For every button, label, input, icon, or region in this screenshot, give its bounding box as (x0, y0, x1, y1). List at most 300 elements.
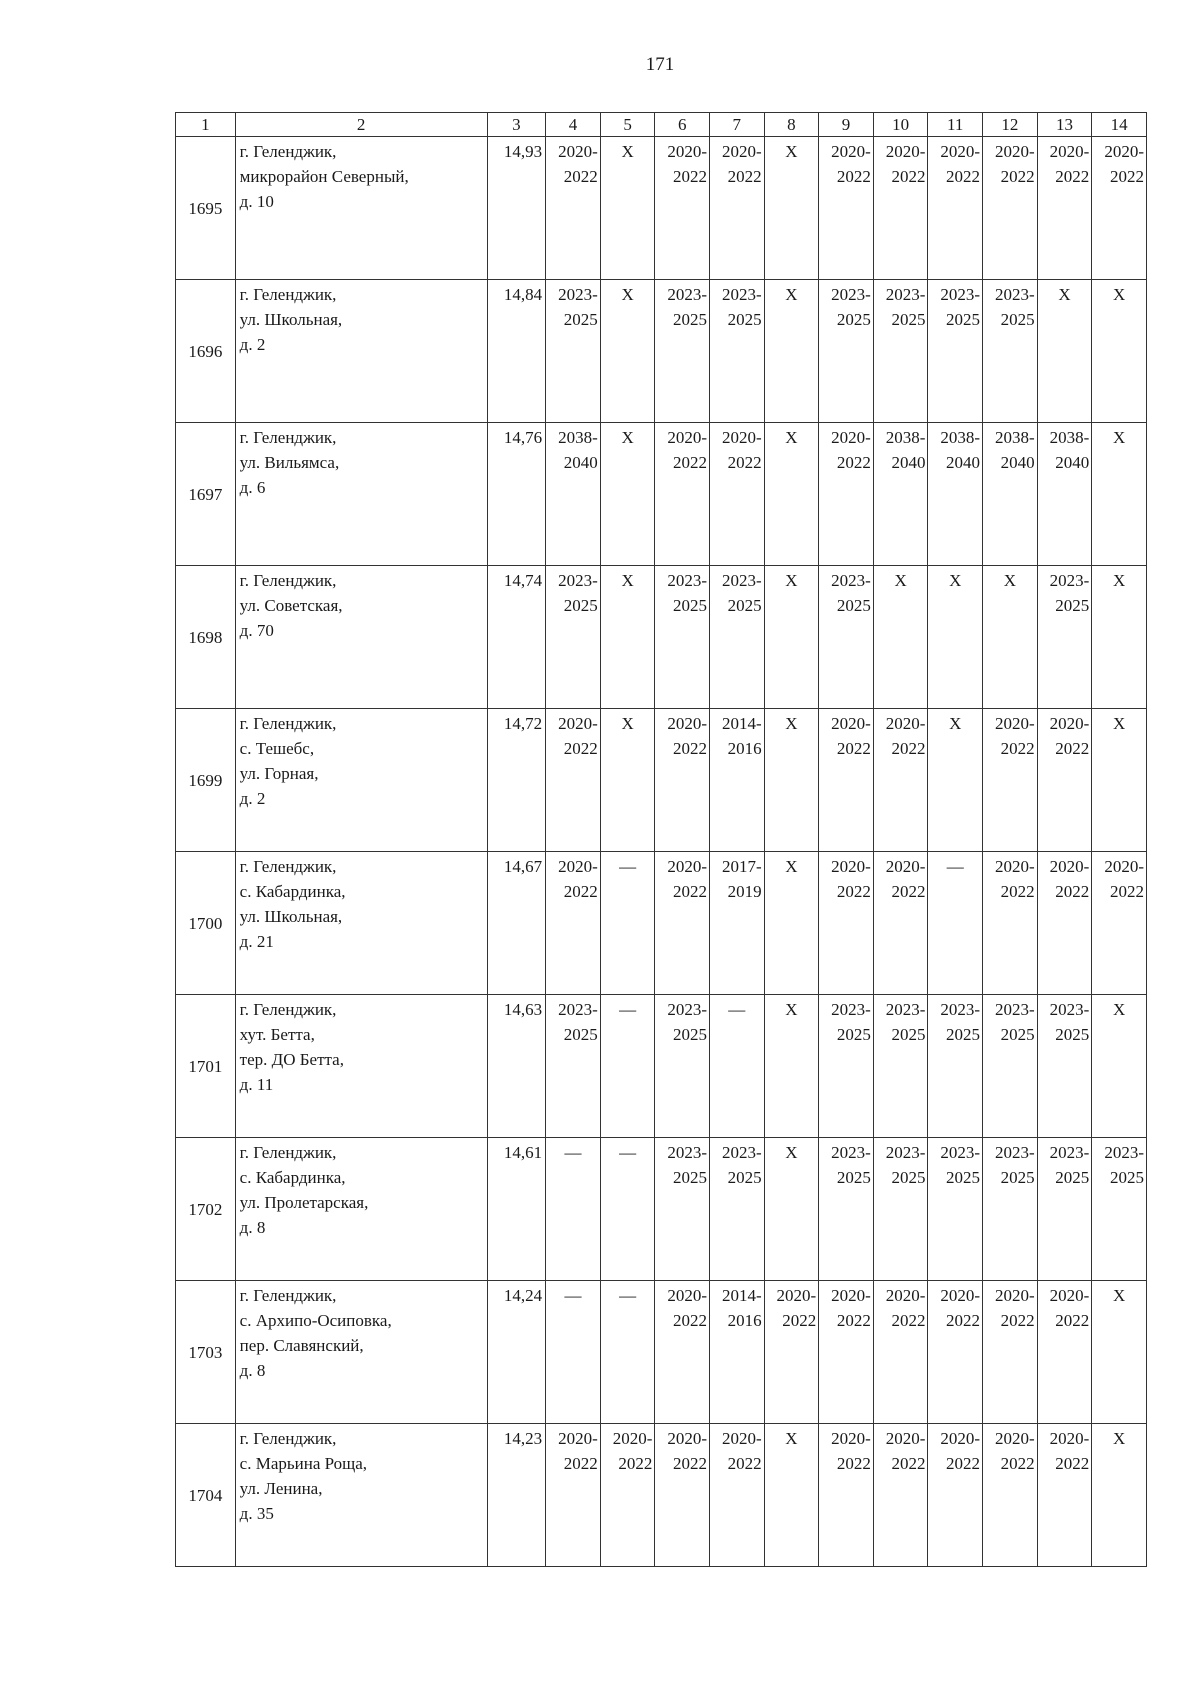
period-text: 2022 (673, 739, 707, 758)
period-cell (983, 280, 1038, 423)
address-cell (235, 995, 487, 1138)
address-line: с. Кабардинка, (239, 882, 346, 901)
cell-mark: X (1112, 285, 1126, 304)
area-value: 14,93 (487, 137, 546, 280)
period-text: 2022 (891, 167, 926, 186)
address-line: д. 8 (239, 1361, 266, 1380)
row-number: 1702 (176, 1138, 236, 1281)
period-text: 2022 (673, 1454, 707, 1473)
period-cell (546, 1138, 601, 1281)
period-text: 2020- (1104, 142, 1144, 161)
column-header: 14 (1092, 113, 1147, 137)
period-cell (600, 852, 655, 995)
row-number: 1700 (176, 852, 236, 995)
period-text: 2022 (1110, 167, 1144, 186)
address-line: ул. Школьная, (239, 907, 343, 926)
table-row (176, 566, 1147, 709)
address-cell (235, 280, 487, 423)
area-value: 14,67 (487, 852, 546, 995)
cell-mark: X (785, 142, 798, 161)
period-text: 2025 (1055, 596, 1090, 615)
period-cell (655, 852, 710, 995)
period-cell (546, 1281, 601, 1424)
period-text: 2020- (667, 857, 707, 876)
address-line: хут. Бетта, (239, 1025, 315, 1044)
period-cell (983, 137, 1038, 280)
period-cell (546, 566, 601, 709)
period-cell (819, 852, 874, 995)
period-text: 2040 (946, 453, 981, 472)
column-header: 9 (819, 113, 874, 137)
period-text: 2022 (1055, 739, 1090, 758)
period-text: 2025 (727, 1168, 762, 1187)
address-cell (235, 1424, 487, 1567)
period-cell (928, 1281, 983, 1424)
period-text: 2025 (563, 1025, 598, 1044)
column-header: 1 (176, 113, 236, 137)
period-text: 2025 (673, 596, 707, 615)
period-text: 2038- (994, 428, 1035, 447)
column-header: 5 (600, 113, 655, 137)
cell-mark: X (785, 714, 798, 733)
period-cell (710, 1138, 765, 1281)
address-line: тер. ДО Бетта, (239, 1050, 344, 1069)
table-row (176, 137, 1147, 280)
address-line: ул. Ленина, (239, 1479, 323, 1498)
period-cell (1092, 709, 1147, 852)
table-row (176, 852, 1147, 995)
period-text: 2023- (831, 285, 871, 304)
address-line: д. 21 (239, 932, 274, 951)
period-text: 2023- (994, 285, 1035, 304)
period-text: 2022 (727, 453, 762, 472)
period-cell (928, 423, 983, 566)
period-text: 2023- (940, 1000, 981, 1019)
cell-mark: X (621, 571, 634, 590)
period-cell (983, 1138, 1038, 1281)
period-text: 2023- (831, 1000, 871, 1019)
period-text: 2023- (558, 1000, 598, 1019)
cell-mark: X (621, 714, 634, 733)
period-cell (983, 709, 1038, 852)
period-cell (600, 1138, 655, 1281)
period-text: 2023- (831, 1143, 871, 1162)
period-text: 2025 (836, 596, 871, 615)
table-header (176, 113, 1147, 137)
repair-schedule-table (175, 112, 1147, 1567)
period-text: 2022 (563, 882, 598, 901)
period-text: 2020- (558, 1429, 598, 1448)
period-text: 2025 (1000, 310, 1035, 329)
cell-mark: — (619, 1143, 637, 1162)
address-line: д. 6 (239, 478, 266, 497)
period-cell (873, 137, 928, 280)
period-text: 2038- (885, 428, 926, 447)
cell-mark: X (785, 571, 798, 590)
period-cell (655, 1281, 710, 1424)
cell-mark: X (949, 571, 962, 590)
period-text: 2022 (563, 167, 598, 186)
period-cell (983, 566, 1038, 709)
period-cell (819, 1281, 874, 1424)
period-text: 2025 (727, 310, 762, 329)
period-cell (764, 1138, 819, 1281)
period-cell (710, 137, 765, 280)
table-row (176, 995, 1147, 1138)
address-line: микрорайон Северный, (239, 167, 409, 186)
period-text: 2022 (1000, 882, 1035, 901)
period-text: 2023- (1049, 1000, 1090, 1019)
period-text: 2025 (727, 596, 762, 615)
period-text: 2023- (940, 285, 981, 304)
period-cell (819, 137, 874, 280)
period-text: 2040 (563, 453, 598, 472)
period-cell (600, 566, 655, 709)
period-cell (928, 566, 983, 709)
address-cell (235, 566, 487, 709)
period-text: 2022 (836, 882, 871, 901)
period-text: 2020- (885, 1429, 926, 1448)
period-cell (600, 423, 655, 566)
address-line: г. Геленджик, (239, 428, 337, 447)
table-row (176, 1281, 1147, 1424)
period-text: 2022 (1000, 739, 1035, 758)
period-cell (546, 280, 601, 423)
area-value: 14,23 (487, 1424, 546, 1567)
row-number: 1697 (176, 423, 236, 566)
period-text: 2020- (558, 142, 598, 161)
period-text: 2023- (558, 285, 598, 304)
column-header: 3 (487, 113, 546, 137)
period-cell (983, 423, 1038, 566)
cell-mark: — (728, 1000, 746, 1019)
period-text: 2022 (673, 1311, 707, 1330)
period-text: 2020- (1049, 714, 1090, 733)
row-number: 1699 (176, 709, 236, 852)
period-cell (1092, 1281, 1147, 1424)
period-text: 2025 (891, 1168, 926, 1187)
period-cell (1037, 995, 1092, 1138)
period-cell (873, 1424, 928, 1567)
period-cell (1092, 995, 1147, 1138)
address-line: д. 8 (239, 1218, 266, 1237)
period-text: 2020- (940, 142, 981, 161)
period-text: 2023- (994, 1143, 1035, 1162)
address-cell (235, 852, 487, 995)
period-text: 2020- (831, 1286, 871, 1305)
period-cell (710, 995, 765, 1138)
period-cell (928, 709, 983, 852)
row-number: 1696 (176, 280, 236, 423)
period-cell (546, 1424, 601, 1567)
period-cell (600, 280, 655, 423)
period-cell (1092, 566, 1147, 709)
period-cell (600, 709, 655, 852)
period-cell (819, 1424, 874, 1567)
cell-mark: X (785, 857, 798, 876)
cell-mark: X (1058, 285, 1071, 304)
period-cell (819, 1138, 874, 1281)
period-cell (546, 995, 601, 1138)
period-text: 2022 (836, 739, 871, 758)
period-text: 2025 (836, 1168, 871, 1187)
area-value: 14,63 (487, 995, 546, 1138)
table-row (176, 1138, 1147, 1281)
area-value: 14,72 (487, 709, 546, 852)
period-text: 2020- (667, 714, 707, 733)
period-cell (1037, 137, 1092, 280)
period-cell (600, 995, 655, 1138)
period-text: 2020- (558, 857, 598, 876)
period-cell (819, 423, 874, 566)
cell-mark: X (1112, 571, 1126, 590)
column-header: 11 (928, 113, 983, 137)
period-text: 2022 (673, 167, 707, 186)
period-cell (764, 280, 819, 423)
period-cell (1092, 423, 1147, 566)
column-header: 12 (983, 113, 1038, 137)
address-line: г. Геленджик, (239, 1286, 337, 1305)
period-cell (764, 995, 819, 1138)
address-line: д. 2 (239, 335, 266, 354)
address-line: пер. Славянский, (239, 1336, 364, 1355)
period-cell (546, 709, 601, 852)
address-line: д. 11 (239, 1075, 274, 1094)
period-text: 2020- (1049, 1429, 1090, 1448)
period-text: 2020- (667, 1429, 707, 1448)
cell-mark: X (785, 428, 798, 447)
period-text: 2023- (667, 1000, 707, 1019)
period-cell (983, 995, 1038, 1138)
column-header: 13 (1037, 113, 1092, 137)
period-text: 2022 (1000, 1454, 1035, 1473)
cell-mark: X (1112, 1000, 1126, 1019)
period-cell (928, 137, 983, 280)
row-number: 1695 (176, 137, 236, 280)
area-value: 14,24 (487, 1281, 546, 1424)
period-text: 2020- (994, 142, 1035, 161)
period-cell (655, 566, 710, 709)
address-line: г. Геленджик, (239, 714, 337, 733)
address-line: ул. Вильямса, (239, 453, 340, 472)
period-text: 2016 (727, 739, 762, 758)
table-body (176, 137, 1147, 1567)
period-cell (546, 423, 601, 566)
period-text: 2019 (727, 882, 762, 901)
area-value: 14,61 (487, 1138, 546, 1281)
address-line: д. 70 (239, 621, 274, 640)
address-line: с. Марьина Роща, (239, 1454, 368, 1473)
cell-mark: — (564, 1143, 582, 1162)
period-text: 2020- (885, 142, 926, 161)
column-header: 2 (235, 113, 487, 137)
header-row (176, 113, 1147, 137)
period-cell (1092, 1138, 1147, 1281)
period-cell (600, 137, 655, 280)
period-text: 2025 (673, 1025, 707, 1044)
address-line: г. Геленджик, (239, 1143, 337, 1162)
address-line: г. Геленджик, (239, 142, 337, 161)
period-cell (873, 566, 928, 709)
row-number: 1703 (176, 1281, 236, 1424)
period-cell (764, 137, 819, 280)
period-cell (1037, 280, 1092, 423)
period-text: 2038- (558, 428, 598, 447)
period-cell (1037, 852, 1092, 995)
period-text: 2022 (618, 1454, 653, 1473)
period-text: 2023- (885, 1000, 926, 1019)
address-line: д. 2 (239, 789, 266, 808)
period-text: 2025 (1055, 1025, 1090, 1044)
period-text: 2022 (727, 1454, 762, 1473)
period-text: 2040 (1000, 453, 1035, 472)
period-text: 2022 (836, 1311, 871, 1330)
period-cell (764, 423, 819, 566)
cell-mark: X (621, 285, 634, 304)
period-cell (1037, 1424, 1092, 1567)
period-text: 2020- (831, 714, 871, 733)
period-text: 2022 (891, 882, 926, 901)
period-text: 2023- (1049, 1143, 1090, 1162)
period-cell (873, 280, 928, 423)
period-cell (873, 423, 928, 566)
cell-mark: X (785, 285, 798, 304)
period-text: 2020- (994, 1429, 1035, 1448)
row-number: 1698 (176, 566, 236, 709)
period-text: 2022 (1000, 1311, 1035, 1330)
period-text: 2022 (673, 882, 707, 901)
column-header: 7 (710, 113, 765, 137)
cell-mark: X (1112, 1429, 1126, 1448)
period-text: 2020- (994, 1286, 1035, 1305)
period-text: 2020- (721, 142, 762, 161)
period-cell (655, 995, 710, 1138)
period-text: 2022 (836, 453, 871, 472)
period-cell (710, 852, 765, 995)
address-line: ул. Горная, (239, 764, 319, 783)
address-line: с. Кабардинка, (239, 1168, 346, 1187)
cell-mark: — (619, 1286, 637, 1305)
period-cell (1092, 280, 1147, 423)
period-text: 2040 (891, 453, 926, 472)
period-text: 2023- (831, 571, 871, 590)
period-text: 2038- (1049, 428, 1090, 447)
period-text: 2022 (1000, 167, 1035, 186)
column-header: 8 (764, 113, 819, 137)
period-text: 2023- (721, 285, 762, 304)
column-header: 10 (873, 113, 928, 137)
address-line: г. Геленджик, (239, 1000, 337, 1019)
cell-mark: X (1003, 571, 1016, 590)
period-text: 2020- (1049, 142, 1090, 161)
period-cell (819, 709, 874, 852)
period-text: 2023- (885, 1143, 926, 1162)
period-text: 2020- (1104, 857, 1144, 876)
period-text: 2025 (836, 310, 871, 329)
period-text: 2020- (667, 428, 707, 447)
address-line: г. Геленджик, (239, 571, 337, 590)
period-text: 2020- (885, 1286, 926, 1305)
period-cell (928, 1424, 983, 1567)
period-text: 2022 (891, 1311, 926, 1330)
period-cell (710, 566, 765, 709)
period-cell (873, 852, 928, 995)
period-text: 2020- (1049, 857, 1090, 876)
period-cell (764, 1281, 819, 1424)
period-text: 2020- (994, 857, 1035, 876)
period-cell (655, 423, 710, 566)
row-number: 1704 (176, 1424, 236, 1567)
period-text: 2020- (831, 857, 871, 876)
period-cell (600, 1281, 655, 1424)
period-cell (764, 566, 819, 709)
period-cell (710, 1281, 765, 1424)
period-text: 2022 (563, 1454, 598, 1473)
period-text: 2023- (667, 285, 707, 304)
period-cell (1092, 137, 1147, 280)
period-cell (819, 566, 874, 709)
period-text: 2025 (946, 310, 981, 329)
period-cell (1037, 1281, 1092, 1424)
address-cell (235, 1138, 487, 1281)
period-text: 2014- (721, 1286, 762, 1305)
period-cell (764, 709, 819, 852)
period-cell (710, 423, 765, 566)
period-text: 2023- (667, 1143, 707, 1162)
period-text: 2025 (836, 1025, 871, 1044)
period-text: 2020- (667, 1286, 707, 1305)
address-line: ул. Советская, (239, 596, 343, 615)
period-text: 2022 (946, 1454, 981, 1473)
period-text: 2020- (721, 428, 762, 447)
cell-mark: — (564, 1286, 582, 1305)
period-cell (928, 995, 983, 1138)
period-cell (710, 1424, 765, 1567)
period-text: 2020- (994, 714, 1035, 733)
period-text: 2022 (891, 739, 926, 758)
cell-mark: X (1112, 1286, 1126, 1305)
period-cell (764, 852, 819, 995)
period-cell (546, 852, 601, 995)
period-text: 2025 (1055, 1168, 1090, 1187)
period-text: 2025 (946, 1025, 981, 1044)
page-number: 171 (645, 54, 675, 75)
table-row (176, 1424, 1147, 1567)
cell-mark: X (1112, 428, 1126, 447)
period-cell (1092, 852, 1147, 995)
address-line: г. Геленджик, (239, 285, 337, 304)
period-text: 2020- (1049, 1286, 1090, 1305)
period-text: 2017- (721, 857, 762, 876)
period-text: 2020- (940, 1286, 981, 1305)
period-text: 2020- (885, 857, 926, 876)
cell-mark: — (946, 857, 964, 876)
period-cell (655, 1138, 710, 1281)
period-cell (873, 709, 928, 852)
period-text: 2020- (940, 1429, 981, 1448)
period-cell (983, 1281, 1038, 1424)
period-text: 2020- (831, 428, 871, 447)
period-text: 2020- (558, 714, 598, 733)
period-text: 2023- (1104, 1143, 1144, 1162)
address-cell (235, 709, 487, 852)
cell-mark: — (619, 1000, 637, 1019)
area-value: 14,84 (487, 280, 546, 423)
period-cell (873, 1281, 928, 1424)
period-text: 2038- (940, 428, 981, 447)
period-text: 2022 (1110, 882, 1144, 901)
period-text: 2022 (836, 167, 871, 186)
